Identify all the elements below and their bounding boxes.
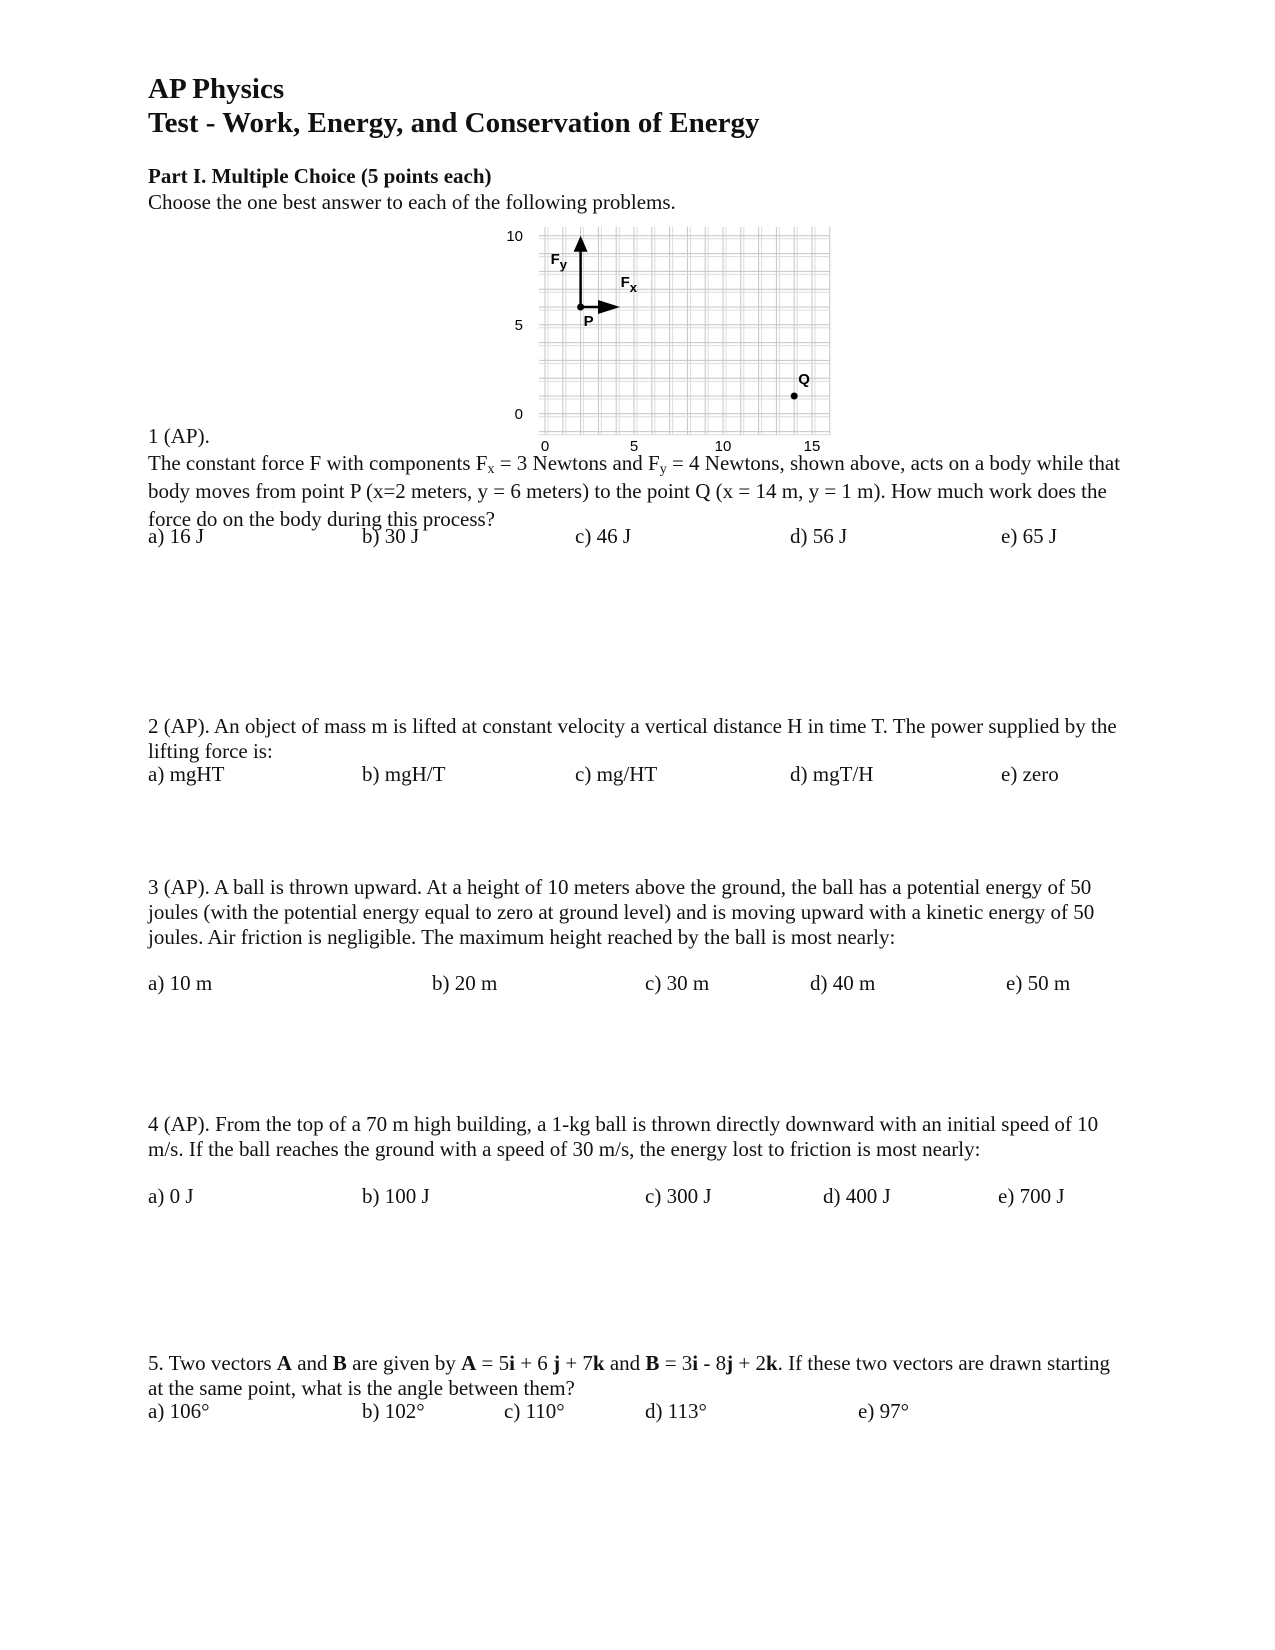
part-heading: Part I. Multiple Choice (5 points each) — [148, 164, 492, 188]
test-title: Test - Work, Energy, and Conservation of Energy — [148, 107, 760, 139]
choice-b[interactable]: b) 102° — [362, 1399, 425, 1423]
choice-e[interactable]: e) 65 J — [1001, 524, 1057, 548]
question-1 — [148, 424, 1128, 533]
question-4-choices — [148, 1184, 1128, 1210]
q-label: Q — [798, 371, 810, 388]
choice-c[interactable]: c) 110° — [504, 1399, 565, 1423]
x-tick-label: 15 — [803, 438, 821, 456]
choice-d[interactable]: d) 40 m — [810, 971, 876, 995]
question-2-choices — [148, 762, 1128, 788]
course-title: AP Physics — [148, 73, 285, 105]
choice-b[interactable]: b) 30 J — [362, 524, 420, 548]
choice-d[interactable]: d) 56 J — [790, 524, 848, 548]
choice-c[interactable]: c) 30 m — [645, 971, 710, 995]
choice-e[interactable]: e) zero — [1001, 762, 1059, 786]
fx-label: Fx — [620, 274, 638, 295]
choice-a[interactable]: a) 0 J — [148, 1184, 194, 1208]
choice-e[interactable]: e) 97° — [858, 1399, 909, 1423]
p-label: P — [583, 313, 594, 330]
instructions: Choose the one best answer to each of the following problems. — [148, 190, 676, 214]
choice-b[interactable]: b) 100 J — [362, 1184, 430, 1208]
point-p — [577, 304, 584, 311]
question-number: 1 (AP). — [148, 424, 210, 448]
choice-a[interactable]: a) 16 J — [148, 524, 204, 548]
x-tick-label: 5 — [629, 438, 639, 456]
fy-label: Fy — [550, 250, 568, 272]
fx-arrowhead — [598, 300, 620, 314]
diagram-grid — [539, 227, 830, 435]
question-3 — [148, 875, 1128, 950]
y-tick-label: 0 — [514, 405, 523, 423]
choice-d[interactable]: d) 400 J — [823, 1184, 891, 1208]
choice-c[interactable]: c) mg/HT — [575, 762, 658, 786]
force-diagram — [500, 210, 830, 456]
question-text: 4 (AP). From the top of a 70 m high building, a 1-kg ball is thrown directly downward with an initial speed of 10 m/s. If the ball reaches the ground with a speed of 30 m/s, the energy lost to friction is most nearly: — [148, 1112, 1099, 1161]
question-2 — [148, 714, 1128, 764]
y-tick-label: 10 — [506, 227, 523, 245]
question-text: 2 (AP). An object of mass m is lifted at constant velocity a vertical distance H in time T. The power supplied by the lifting force is: — [148, 714, 1117, 763]
question-text: 3 (AP). A ball is thrown upward. At a height of 10 meters above the ground, the ball has a potential energy of 50 joules (with the potential energy equal to zero at ground level) and is moving upward with a kinetic energy of 50 joules. Air friction is negligible. The maximum height reached by the ball is most nearly: — [148, 875, 1095, 949]
y-tick-label: 5 — [514, 316, 523, 334]
choice-e[interactable]: e) 50 m — [1006, 971, 1071, 995]
fy-arrowhead — [574, 236, 588, 252]
point-q — [791, 393, 798, 400]
question-4 — [148, 1112, 1128, 1162]
choice-b[interactable]: b) mgH/T — [362, 762, 446, 786]
choice-c[interactable]: c) 46 J — [575, 524, 631, 548]
choice-d[interactable]: d) 113° — [645, 1399, 707, 1423]
choice-c[interactable]: c) 300 J — [645, 1184, 712, 1208]
question-1-choices — [148, 524, 1128, 550]
question-text: The constant force F with components $F_x = 3$ Newtons and $F_y = 4$ Newtons, shown above, acts on a body while that body moves from point P (x=2 meters, y = 6 meters) to the point Q (x = 14 m, y = 1 m). How much work does the force do on the body during this process? — [148, 451, 1121, 531]
choice-a[interactable]: a) 10 m — [148, 971, 213, 995]
choice-e[interactable]: e) 700 J — [998, 1184, 1065, 1208]
question-5-choices — [148, 1399, 1128, 1425]
choice-d[interactable]: d) mgT/H — [790, 762, 874, 786]
x-tick-label: 10 — [714, 438, 732, 456]
question-text: 5. Two vectors A and B are given by A = 5i + 6 j + 7k and B = 3i - 8j + 2k. If these two vectors are drawn starting at the same point, what is the angle between them? — [148, 1351, 1111, 1400]
x-tick-label: 0 — [540, 438, 550, 456]
question-3-choices — [148, 971, 1128, 997]
choice-b[interactable]: b) 20 m — [432, 971, 498, 995]
question-5 — [148, 1351, 1128, 1401]
choice-a[interactable]: a) 106° — [148, 1399, 210, 1423]
choice-a[interactable]: a) mgHT — [148, 762, 225, 786]
